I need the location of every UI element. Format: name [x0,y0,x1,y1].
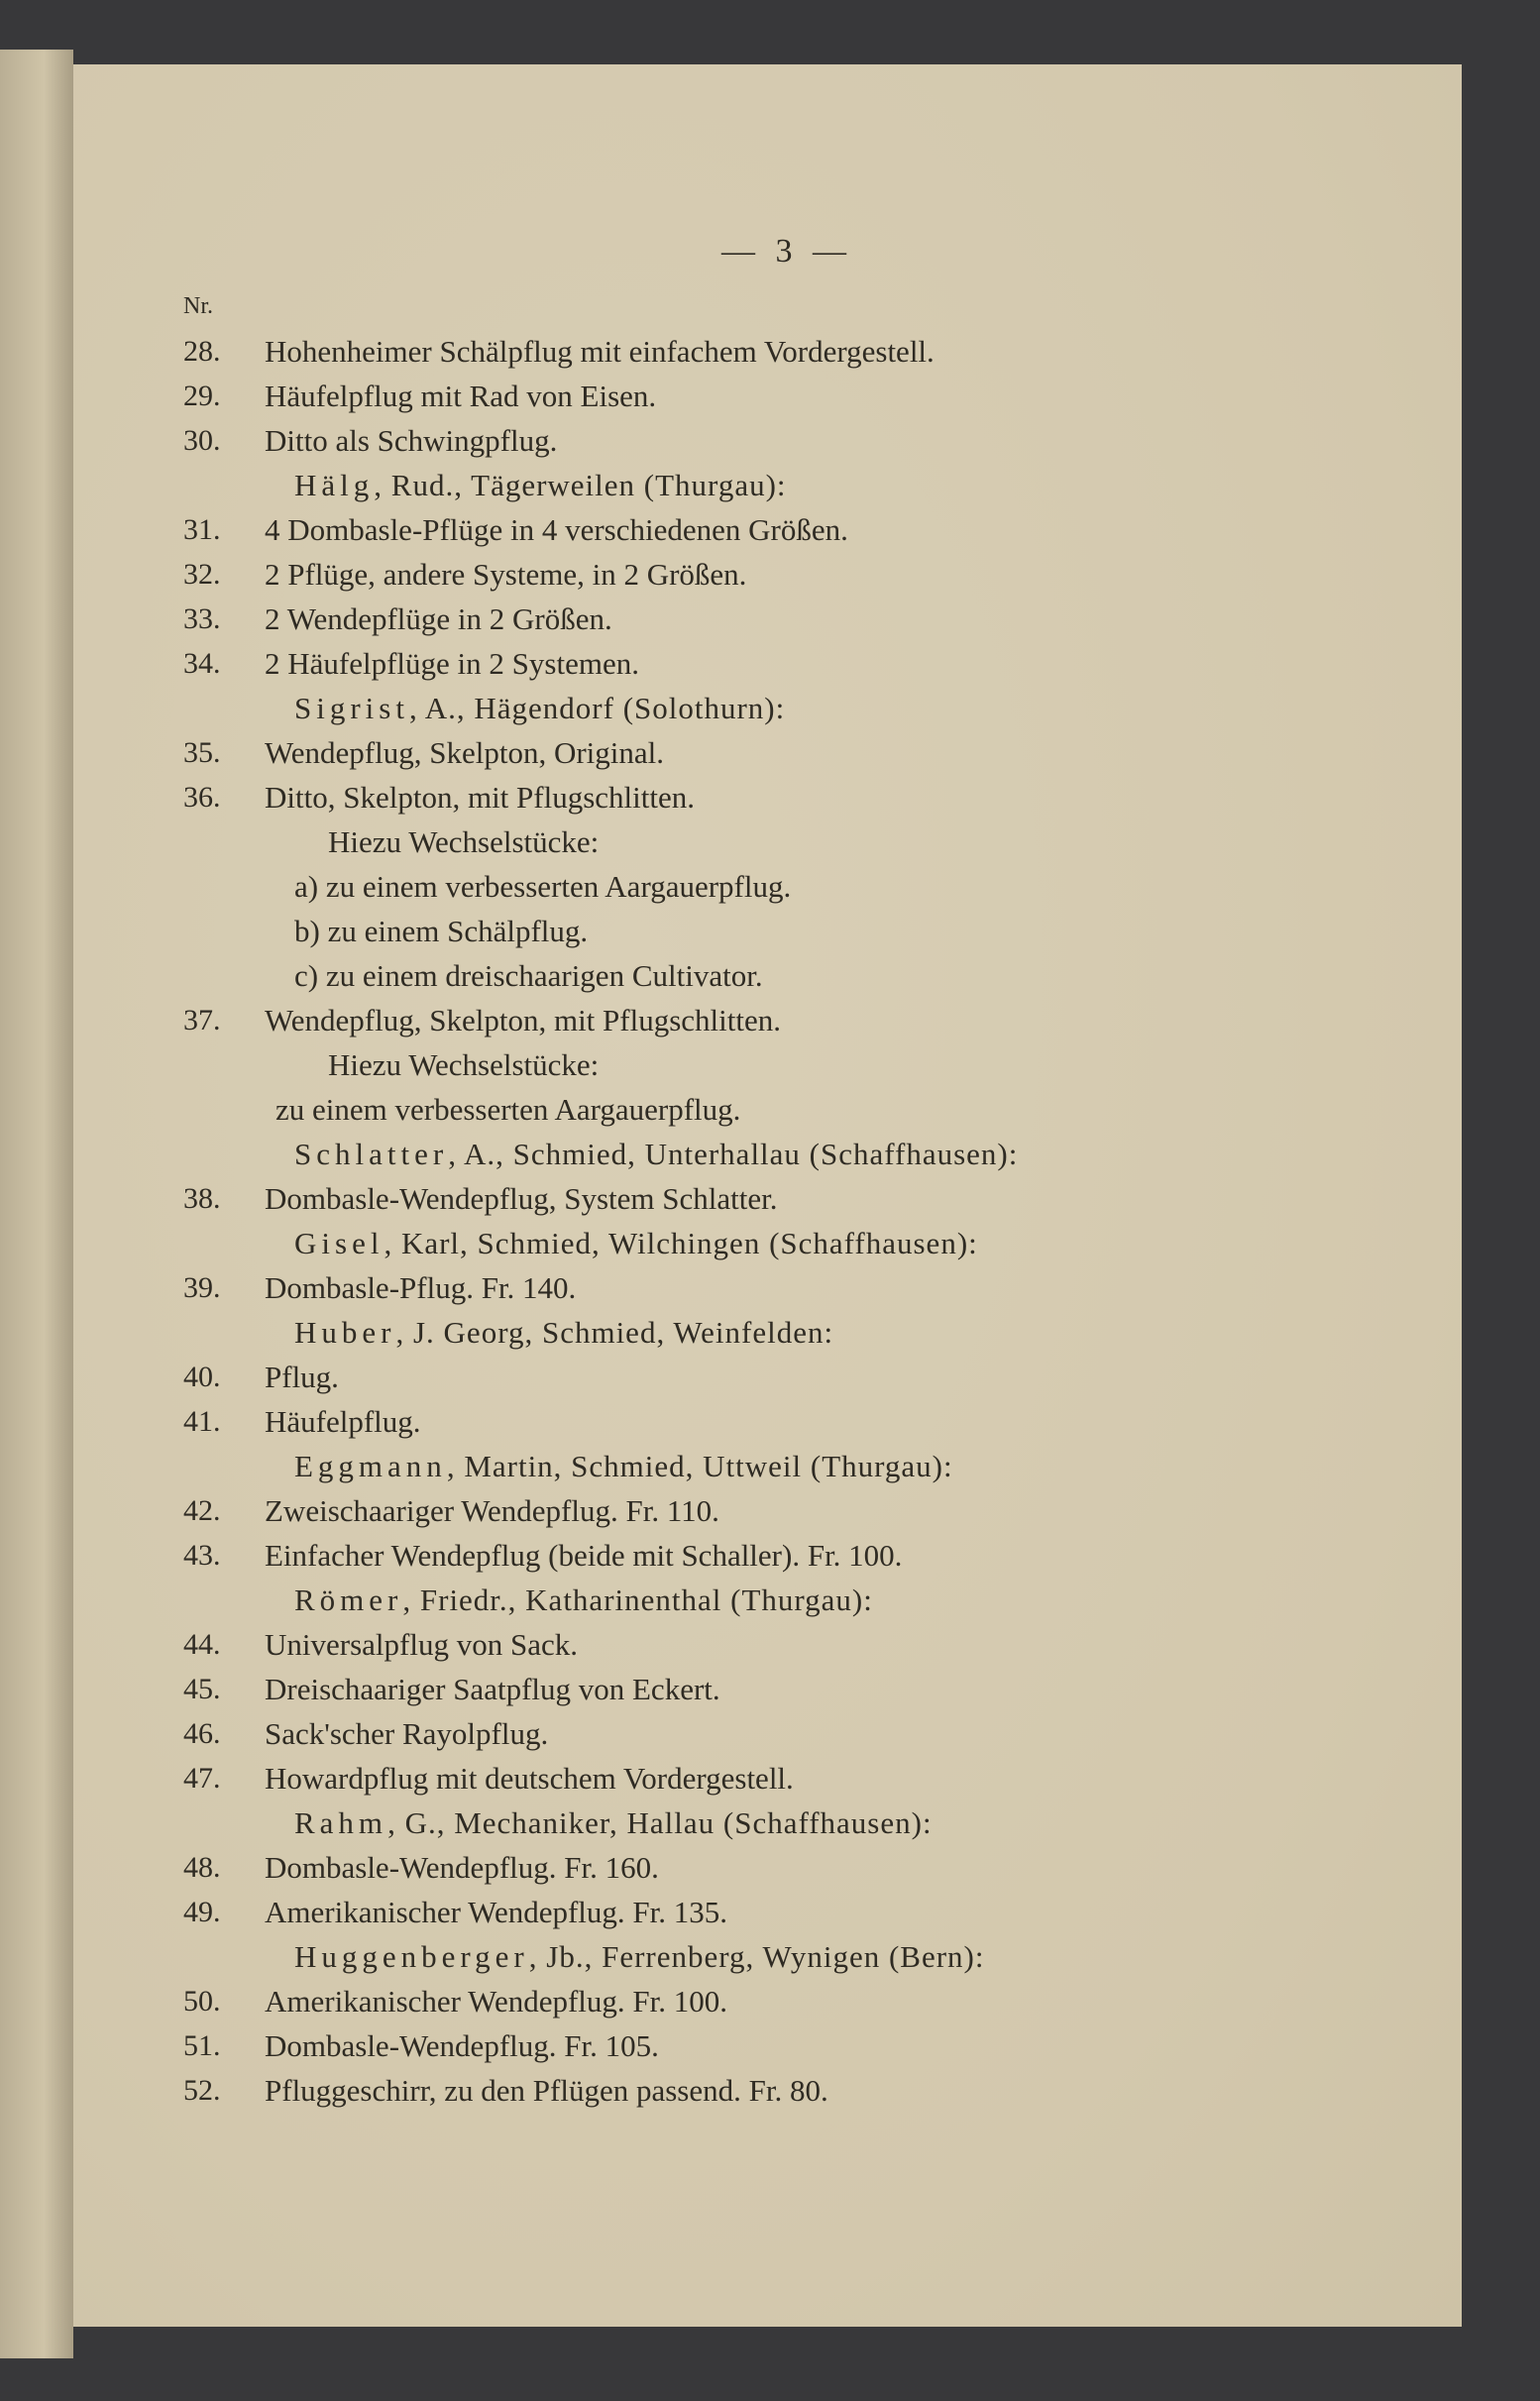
exhibitor-text [294,1578,873,1622]
exhibitor-name: Huggenberger [294,1939,529,1974]
entry-text: Dombasle-Wendepflug, System Schlatter. [265,1181,778,1216]
entry-text: Hohenheimer Schälpflug mit einfachem Vordergestell. [265,334,935,369]
exhibitor-text [294,463,787,507]
entry-number: 51. [183,2029,221,2062]
exhibitor-details: , G., Mechaniker, Hallau (Schaffhausen): [387,1805,933,1840]
entry-text: Häufelpflug mit Rad von Eisen. [265,379,657,413]
entry-number: 50. [183,1985,221,2018]
entry-number: 38. [183,1182,221,1215]
entry-text: Pflug. [265,1360,339,1394]
exhibitor-name: Rahm [294,1805,388,1840]
exhibitor-text [294,1132,1018,1176]
entry-number: 39. [183,1271,221,1304]
entry-text: zu einem verbesserten Aargauerpflug. [275,1092,741,1127]
entry-text: Dombasle-Wendepflug. Fr. 105. [265,2028,659,2063]
exhibitor-details: , Friedr., Katharinenthal (Thurgau): [402,1582,873,1617]
entry-number: 47. [183,1762,221,1795]
entry-text: Amerikanischer Wendepflug. Fr. 100. [265,1984,727,2019]
exhibitor-text [294,1444,953,1488]
exhibitor-name: Hälg [294,468,375,502]
exhibitor-name: Eggmann [294,1449,447,1483]
entry-text: Sack'scher Rayolpflug. [265,1716,549,1751]
entry-text: c) zu einem dreischaarigen Cultivator. [294,958,763,993]
entry-number: 49. [183,1896,221,1928]
exhibitor-name: Sigrist [294,691,409,725]
entry-text: Einfacher Wendepflug (beide mit Schaller). Fr. 100. [265,1538,903,1573]
entry-text: Wendepflug, Skelpton, mit Pflugschlitten. [265,1003,782,1037]
entry-text: Zweischaariger Wendepflug. Fr. 110. [265,1493,719,1528]
entry-text: Dombasle-Pflug. Fr. 140. [265,1270,577,1305]
entry-number: 36. [183,781,221,814]
entry-number: 41. [183,1405,221,1438]
exhibitor-text [294,1934,985,1979]
exhibitor-details: , Jb., Ferrenberg, Wynigen (Bern): [528,1939,985,1974]
exhibitor-details: , J. Georg, Schmied, Weinfelden: [395,1315,834,1350]
entry-text: Ditto als Schwingpflug. [265,423,558,458]
entry-number: 33. [183,602,221,635]
entry-number: 37. [183,1004,221,1037]
exhibitor-name: Huber [294,1315,396,1350]
exhibitor-details: , A., Schmied, Unterhallau (Schaffhausen): [448,1137,1019,1171]
entry-number: 34. [183,647,221,680]
entry-number: 32. [183,558,221,591]
entry-text: b) zu einem Schälpflug. [294,914,589,948]
entry-number: 35. [183,736,221,769]
exhibitor-details: , A., Hägendorf (Solothurn): [408,691,786,725]
entry-number: 31. [183,513,221,546]
entry-text: Hiezu Wechselstücke: [328,824,600,859]
entry-text: Dombasle-Wendepflug. Fr. 160. [265,1850,659,1885]
entry-number: 48. [183,1851,221,1884]
entry-text: 2 Pflüge, andere Systeme, in 2 Größen. [265,557,747,592]
exhibitor-details: , Martin, Schmied, Uttweil (Thurgau): [446,1449,953,1483]
entry-text: Nr. [183,293,213,319]
entry-number: 46. [183,1717,221,1750]
entry-text: 2 Häufelpflüge in 2 Systemen. [265,646,639,681]
exhibitor-text [294,1310,833,1355]
exhibitor-name: Schlatter [294,1137,449,1171]
exhibitor-text [294,1221,978,1265]
entry-text: Pfluggeschirr, zu den Pflügen passend. Fr. 80. [265,2073,828,2108]
exhibitor-name: Gisel [294,1226,385,1260]
entry-text: 2 Wendepflüge in 2 Größen. [265,601,612,636]
entry-text: Dreischaariger Saatpflug von Eckert. [265,1672,720,1706]
entry-number: 42. [183,1494,221,1527]
exhibitor-text [294,686,785,730]
entry-text: Amerikanischer Wendepflug. Fr. 135. [265,1895,727,1929]
entry-text: Howardpflug mit deutschem Vordergestell. [265,1761,794,1796]
entry-number: 29. [183,380,221,412]
exhibitor-details: , Karl, Schmied, Wilchingen (Schaffhausen): [384,1226,978,1260]
document-page [73,64,1462,2327]
entry-text: Wendepflug, Skelpton, Original. [265,735,665,770]
page-number: — 3 — [721,233,852,270]
entry-number: 43. [183,1539,221,1572]
entry-number: 28. [183,335,221,368]
exhibitor-name: Römer [294,1582,403,1617]
entry-text: Universalpflug von Sack. [265,1627,578,1662]
entry-number: 30. [183,424,221,457]
entry-text: Häufelpflug. [265,1404,421,1439]
entry-text: 4 Dombasle-Pflüge in 4 verschiedenen Größen. [265,512,848,547]
entry-text: Ditto, Skelpton, mit Pflugschlitten. [265,780,695,815]
entry-text: a) zu einem verbesserten Aargauerpflug. [294,869,792,904]
entry-number: 44. [183,1628,221,1661]
entry-number: 52. [183,2074,221,2107]
facing-page-edge [0,50,73,2358]
entry-text: Hiezu Wechselstücke: [328,1047,600,1082]
exhibitor-text [294,1801,933,1845]
entry-number: 40. [183,1361,221,1393]
exhibitor-details: , Rud., Tägerweilen (Thurgau): [374,468,787,502]
entry-number: 45. [183,1673,221,1705]
